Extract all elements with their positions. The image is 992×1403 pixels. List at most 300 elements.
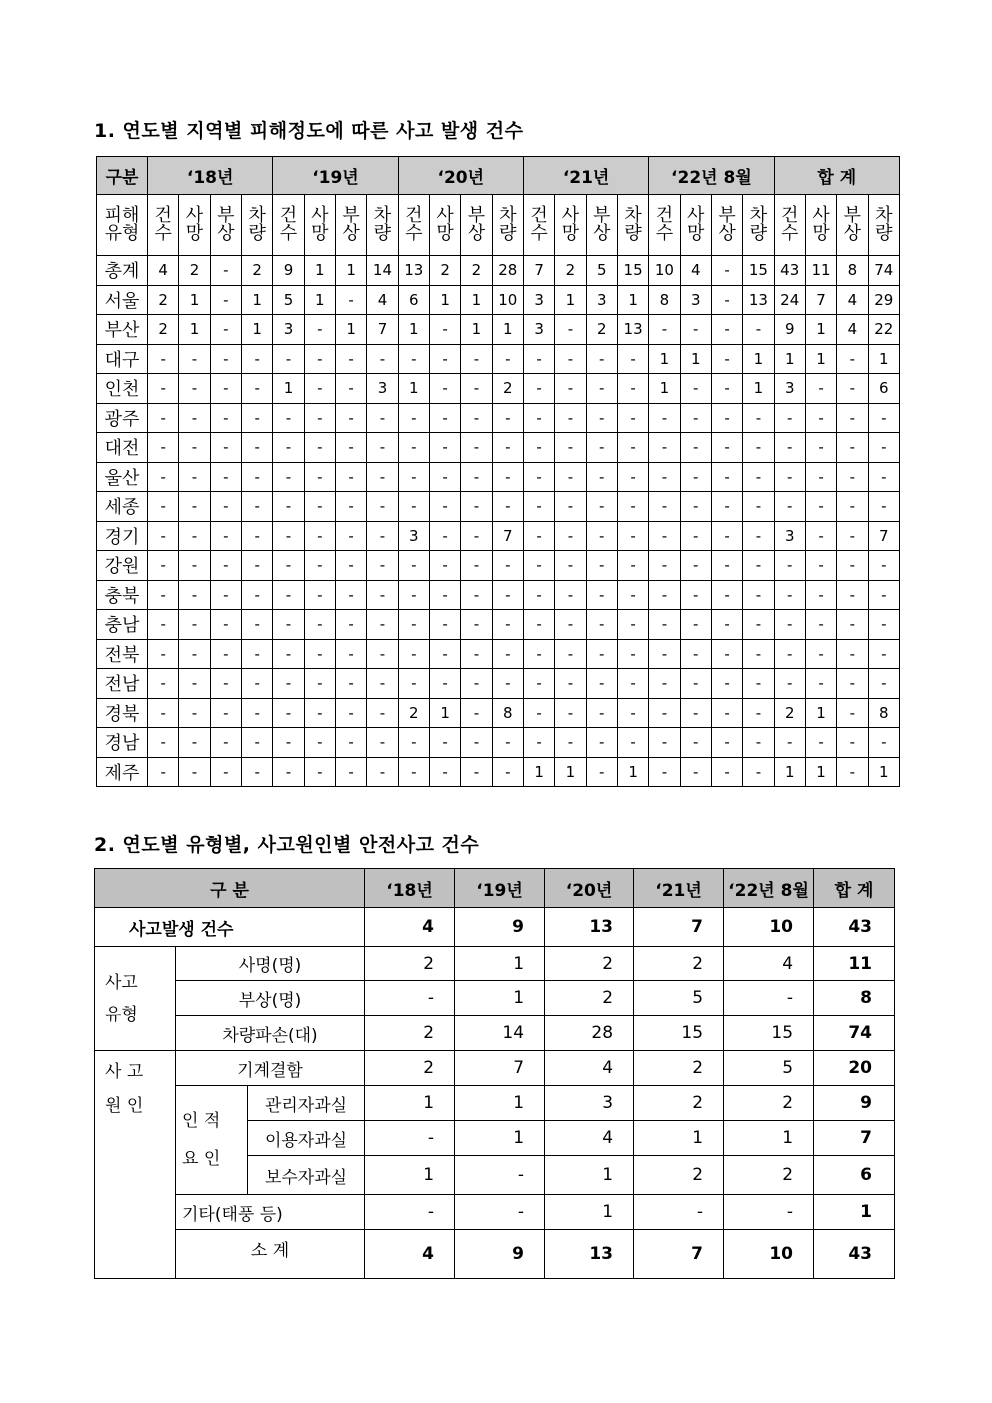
value-cell: - [429,580,460,610]
value-cell: 2 [724,1086,814,1121]
value-cell: - [680,492,711,522]
value-cell: - [398,757,429,787]
value-cell: 74 [868,256,899,286]
value-cell: - [429,610,460,640]
value-cell: - [179,521,210,551]
value-cell: 2 [398,698,429,728]
value-cell: 1 [868,344,899,374]
value-cell: - [555,374,586,404]
value-cell: - [711,551,742,581]
total-cell: 11 [814,947,895,981]
value-cell: - [555,580,586,610]
value-cell: - [649,433,680,463]
value-cell: - [429,669,460,699]
value-cell: - [455,1156,545,1195]
value-cell: - [210,698,241,728]
damage-type-header: 차량 [367,195,398,256]
value-cell: - [304,492,335,522]
region-row [97,698,900,728]
value-cell: - [304,728,335,758]
value-cell: - [148,639,179,669]
value-cell: - [743,580,774,610]
value-cell: - [367,551,398,581]
value-cell: 8 [868,698,899,728]
damage-type-header: 부상 [335,195,366,256]
value-cell: 7 [523,256,554,286]
value-cell: - [273,344,304,374]
value-cell: - [398,403,429,433]
value-cell: - [523,580,554,610]
value-cell: 1 [774,344,805,374]
value-cell: - [241,462,272,492]
value-cell: 28 [545,1016,634,1051]
value-cell: - [304,374,335,404]
value-cell: - [398,462,429,492]
value-cell: - [711,669,742,699]
value-cell: 7 [805,285,836,315]
value-cell: 1 [724,1121,814,1156]
value-cell: - [805,462,836,492]
value-cell: 1 [555,757,586,787]
value-cell: - [523,669,554,699]
value-cell: - [367,610,398,640]
value-cell: - [461,433,492,463]
region-label: 강원 [97,551,148,581]
value-cell: - [304,580,335,610]
year-header: ‘18년 [365,869,455,908]
value-cell: - [241,757,272,787]
value-cell: - [273,492,304,522]
year-header: 합 계 [774,157,899,195]
value-cell: 2 [545,947,634,981]
value-cell: - [555,698,586,728]
value-cell: - [868,433,899,463]
value-cell: - [743,669,774,699]
value-cell: - [429,551,460,581]
value-cell: - [241,669,272,699]
region-label: 전북 [97,639,148,669]
value-cell: 1 [649,374,680,404]
value-cell: 4 [837,285,868,315]
value-cell: - [649,462,680,492]
value-cell: - [774,669,805,699]
value-cell: - [367,669,398,699]
value-cell: - [398,610,429,640]
value-cell: - [523,728,554,758]
value-cell: 4 [837,315,868,345]
value-cell: - [743,698,774,728]
value-cell: - [805,521,836,551]
value-cell: - [179,669,210,699]
value-cell: - [367,492,398,522]
year-header: ‘19년 [455,869,545,908]
value-cell: - [210,551,241,581]
region-label: 경북 [97,698,148,728]
value-cell: - [617,580,648,610]
damage-type-header: 건수 [649,195,680,256]
value-cell: - [586,698,617,728]
value-cell: - [304,462,335,492]
value-cell: - [805,403,836,433]
value-cell: - [523,639,554,669]
value-cell: - [586,610,617,640]
value-cell: - [179,757,210,787]
damage-type-header: 부상 [711,195,742,256]
value-cell: - [461,610,492,640]
value-cell: 1 [617,285,648,315]
value-cell: - [805,374,836,404]
value-cell: - [743,639,774,669]
value-cell: 1 [805,698,836,728]
value-cell: 1 [179,285,210,315]
region-label: 경기 [97,521,148,551]
value-cell: - [273,433,304,463]
value-cell: - [837,698,868,728]
value-cell: - [429,403,460,433]
type-row [95,947,895,981]
value-cell: 10 [724,1230,814,1279]
year-header: ‘22년 8월 [724,869,814,908]
value-cell: - [335,462,366,492]
value-cell: 1 [398,315,429,345]
value-cell: - [461,344,492,374]
value-cell: - [148,551,179,581]
value-cell: - [680,580,711,610]
value-cell: - [492,728,523,758]
value-cell: - [335,492,366,522]
value-cell: - [367,728,398,758]
value-cell: - [837,580,868,610]
region-row [97,551,900,581]
value-cell: - [586,374,617,404]
value-cell: - [680,669,711,699]
value-cell: - [711,256,742,286]
damage-type-header: 사망 [304,195,335,256]
region-label: 인천 [97,374,148,404]
value-cell: - [805,580,836,610]
value-cell: 2 [148,315,179,345]
value-cell: 2 [634,947,724,981]
year-header: ‘20년 [398,157,523,195]
region-row [97,757,900,787]
damage-type-header: 건수 [523,195,554,256]
value-cell: - [649,492,680,522]
value-cell: - [148,669,179,699]
value-cell: - [179,462,210,492]
value-cell: - [649,669,680,699]
value-cell: - [304,315,335,345]
value-cell: - [461,698,492,728]
value-cell: 1 [649,344,680,374]
value-cell: - [179,610,210,640]
value-cell: - [398,580,429,610]
value-cell: - [304,433,335,463]
value-cell: - [724,981,814,1016]
value-cell: - [743,315,774,345]
region-row [97,285,900,315]
value-cell: - [461,551,492,581]
region-row [97,492,900,522]
value-cell: - [868,403,899,433]
value-cell: - [617,492,648,522]
value-cell: 8 [492,698,523,728]
value-cell: 2 [634,1156,724,1195]
value-cell: - [179,433,210,463]
region-row [97,580,900,610]
value-cell: - [429,639,460,669]
damage-type-header: 차량 [241,195,272,256]
value-cell: 4 [545,1121,634,1156]
value-cell: 1 [743,344,774,374]
region-label: 광주 [97,403,148,433]
value-cell: - [586,433,617,463]
value-cell: - [586,344,617,374]
row-label: 사고발생 건수 [95,908,365,947]
row-label: 기타(태풍 등) [176,1195,365,1230]
value-cell: - [429,344,460,374]
cause-row [95,1086,895,1121]
value-cell: - [273,462,304,492]
value-cell: - [805,433,836,463]
value-cell: 1 [241,315,272,345]
value-cell: 1 [805,344,836,374]
regional-accident-table [96,156,900,787]
value-cell: 1 [273,374,304,404]
value-cell: - [398,344,429,374]
value-cell: 3 [523,285,554,315]
cause-row [95,1051,895,1086]
value-cell: - [365,1195,455,1230]
total-cell: 6 [814,1156,895,1195]
value-cell: - [868,610,899,640]
corner-label: 구분 [97,157,148,195]
value-cell: - [398,639,429,669]
region-label: 대전 [97,433,148,463]
value-cell: - [210,757,241,787]
value-cell: 24 [774,285,805,315]
value-cell: - [210,728,241,758]
value-cell: - [461,403,492,433]
value-cell: - [429,433,460,463]
value-cell: - [634,1195,724,1230]
value-cell: 2 [586,315,617,345]
value-cell: - [273,728,304,758]
value-cell: 1 [461,315,492,345]
value-cell: - [711,757,742,787]
value-cell: - [523,521,554,551]
value-cell: - [774,433,805,463]
value-cell: - [711,315,742,345]
value-cell: - [868,551,899,581]
value-cell: - [148,462,179,492]
value-cell: - [273,521,304,551]
value-cell: - [210,521,241,551]
value-cell: - [241,344,272,374]
value-cell: - [367,344,398,374]
total-cell: 20 [814,1051,895,1086]
value-cell: - [210,462,241,492]
value-cell: - [210,433,241,463]
region-row [97,374,900,404]
value-cell: - [555,433,586,463]
value-cell: - [398,728,429,758]
value-cell: 2 [365,1016,455,1051]
value-cell: - [586,403,617,433]
region-label: 세종 [97,492,148,522]
value-cell: - [617,728,648,758]
value-cell: - [273,610,304,640]
value-cell: - [273,757,304,787]
value-cell: 4 [680,256,711,286]
value-cell: - [586,551,617,581]
value-cell: - [148,403,179,433]
value-cell: - [455,1195,545,1230]
value-cell: - [210,492,241,522]
value-cell: - [461,580,492,610]
value-cell: - [680,462,711,492]
value-cell: 5 [586,256,617,286]
value-cell: 22 [868,315,899,345]
value-cell: - [335,639,366,669]
value-cell: 1 [743,374,774,404]
total-cell: 8 [814,981,895,1016]
value-cell: - [241,610,272,640]
value-cell: 8 [837,256,868,286]
value-cell: - [523,462,554,492]
value-cell: - [210,285,241,315]
value-cell: - [774,492,805,522]
region-row [97,403,900,433]
value-cell: - [649,403,680,433]
value-cell: 7 [634,1230,724,1279]
value-cell: - [304,669,335,699]
value-cell: - [523,492,554,522]
value-cell: 4 [367,285,398,315]
region-row [97,521,900,551]
value-cell: - [492,433,523,463]
value-cell: - [367,521,398,551]
value-cell: - [774,728,805,758]
value-cell: - [837,728,868,758]
value-cell: - [743,728,774,758]
value-cell: 2 [241,256,272,286]
region-label: 서울 [97,285,148,315]
year-header: ‘21년 [523,157,648,195]
value-cell: - [179,344,210,374]
value-cell: - [398,551,429,581]
value-cell: - [335,698,366,728]
value-cell: - [241,403,272,433]
value-cell: 6 [398,285,429,315]
value-cell: - [210,403,241,433]
value-cell: 13 [545,908,634,947]
value-cell: - [680,757,711,787]
value-cell: - [492,610,523,640]
damage-type-header-row [97,195,900,256]
value-cell: - [774,403,805,433]
value-cell: 1 [304,285,335,315]
value-cell: - [210,315,241,345]
value-cell: - [805,492,836,522]
value-cell: - [179,698,210,728]
value-cell: - [367,462,398,492]
value-cell: 1 [304,256,335,286]
value-cell: 14 [455,1016,545,1051]
sub-corner-label: 피해유형 [97,195,148,256]
value-cell: - [649,698,680,728]
row-label: 기계결함 [176,1051,365,1086]
value-cell: 29 [868,285,899,315]
value-cell: 2 [634,1051,724,1086]
value-cell: - [617,344,648,374]
value-cell: - [304,698,335,728]
value-cell: 3 [586,285,617,315]
value-cell: - [304,610,335,640]
damage-type-header: 부상 [586,195,617,256]
value-cell: 1 [805,757,836,787]
value-cell: - [335,728,366,758]
region-row [97,610,900,640]
value-cell: - [586,521,617,551]
value-cell: - [555,610,586,640]
value-cell: - [148,344,179,374]
value-cell: - [680,610,711,640]
damage-type-header: 차량 [743,195,774,256]
value-cell: - [868,462,899,492]
value-cell: - [210,610,241,640]
value-cell: - [743,610,774,640]
value-cell: - [335,521,366,551]
value-cell: - [335,669,366,699]
value-cell: - [868,580,899,610]
value-cell: - [335,610,366,640]
value-cell: - [429,315,460,345]
region-label: 부산 [97,315,148,345]
cause-row [95,1195,895,1230]
value-cell: 3 [367,374,398,404]
value-cell: - [523,374,554,404]
value-cell: - [179,374,210,404]
value-cell: 2 [148,285,179,315]
row-label: 관리자과실 [248,1086,365,1121]
region-row [97,462,900,492]
value-cell: - [555,344,586,374]
value-cell: 1 [455,947,545,981]
value-cell: - [711,285,742,315]
value-cell: - [837,403,868,433]
value-cell: 2 [429,256,460,286]
value-cell: 2 [365,947,455,981]
total-cell: 74 [814,1016,895,1051]
value-cell: 4 [365,1230,455,1279]
value-cell: - [711,344,742,374]
value-cell: - [179,551,210,581]
value-cell: - [743,462,774,492]
value-cell: - [774,580,805,610]
value-cell: - [586,728,617,758]
value-cell: - [241,374,272,404]
value-cell: - [680,403,711,433]
year-header: ‘21년 [634,869,724,908]
value-cell: 4 [365,908,455,947]
type-row [95,1016,895,1051]
value-cell: - [837,757,868,787]
value-cell: - [148,580,179,610]
region-label: 충남 [97,610,148,640]
value-cell: - [868,669,899,699]
region-label: 전남 [97,669,148,699]
value-cell: - [774,462,805,492]
